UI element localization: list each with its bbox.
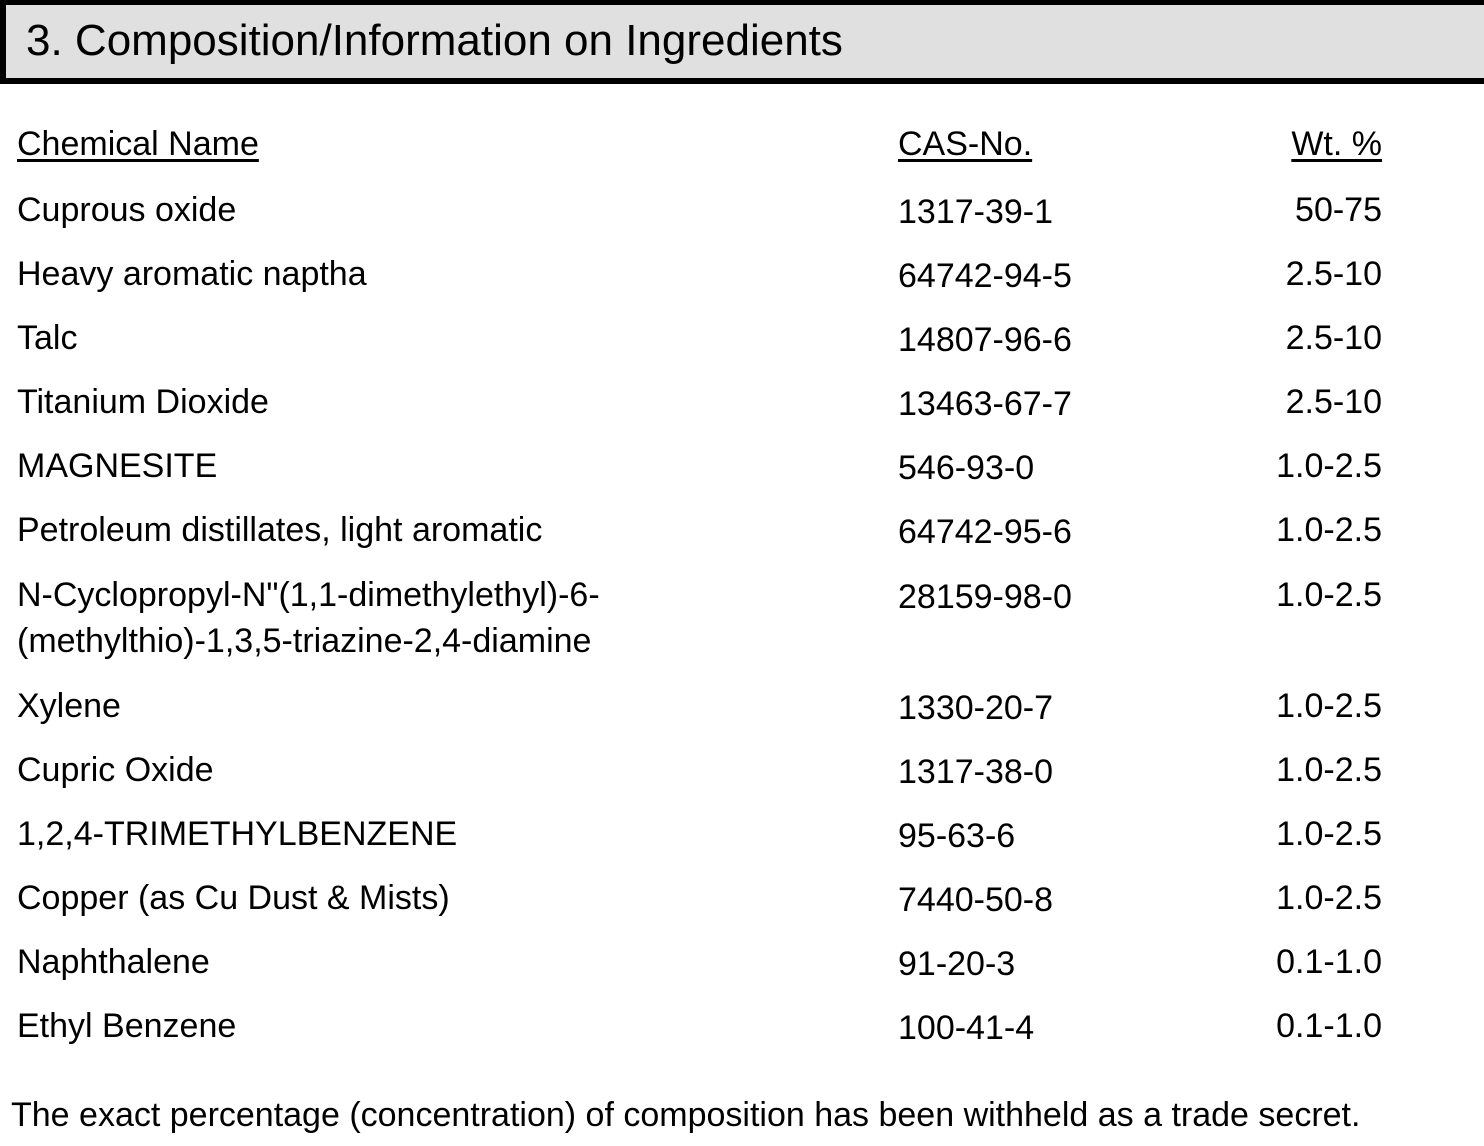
cas-number-cell: 546-93-0 — [898, 449, 1035, 487]
weight-percent-cell: 2.5-10 — [1285, 383, 1382, 421]
weight-percent-cell: 2.5-10 — [1285, 319, 1382, 357]
cas-number-cell: 91-20-3 — [898, 945, 1016, 983]
weight-percent-cell: 1.0-2.5 — [1276, 447, 1382, 485]
chemical-name-cell: Cupric Oxide — [17, 751, 214, 789]
cas-number-cell: 1317-38-0 — [898, 753, 1054, 791]
trade-secret-footnote: The exact percentage (concentration) of composition has been withheld as a trade secret. — [11, 1096, 1361, 1134]
cas-number-cell: 1330-20-7 — [898, 689, 1054, 727]
chemical-name-cell: Petroleum distillates, light aromatic — [17, 511, 543, 549]
weight-percent-cell: 1.0-2.5 — [1276, 687, 1382, 725]
chemical-name-cell: Cuprous oxide — [17, 191, 237, 229]
cas-number-cell: 14807-96-6 — [898, 321, 1072, 359]
weight-percent-cell: 50-75 — [1295, 191, 1382, 229]
weight-percent-cell: 1.0-2.5 — [1276, 576, 1382, 614]
weight-percent-cell: 1.0-2.5 — [1276, 751, 1382, 789]
cas-number-cell: 13463-67-7 — [898, 385, 1072, 423]
chemical-name-cell: 1,2,4-TRIMETHYLBENZENE — [17, 815, 458, 853]
chemical-name-cell: Talc — [17, 319, 78, 357]
weight-percent-cell: 1.0-2.5 — [1276, 879, 1382, 917]
cas-number-cell: 7440-50-8 — [898, 881, 1054, 919]
chemical-name-cell: MAGNESITE — [17, 447, 218, 485]
weight-percent-cell: 2.5-10 — [1285, 255, 1382, 293]
section-title: 3. Composition/Information on Ingredients — [26, 16, 843, 65]
cas-number-cell: 95-63-6 — [898, 817, 1016, 855]
weight-percent-cell: 0.1-1.0 — [1276, 943, 1382, 981]
column-header-chemical-name: Chemical Name — [17, 125, 259, 163]
chemical-name-cell: Copper (as Cu Dust & Mists) — [17, 879, 450, 917]
cas-number-cell: 1317-39-1 — [898, 193, 1054, 231]
cas-number-cell: 64742-95-6 — [898, 513, 1072, 551]
column-header-cas-no: CAS-No. — [898, 125, 1033, 163]
cas-number-cell: 100-41-4 — [898, 1009, 1035, 1047]
chemical-name-cell: Naphthalene — [17, 943, 210, 981]
chemical-name-cell: Titanium Dioxide — [17, 383, 269, 421]
section-header — [0, 0, 1484, 84]
cas-number-cell: 64742-94-5 — [898, 257, 1072, 295]
chemical-name-cell: Xylene — [17, 687, 121, 725]
weight-percent-cell: 0.1-1.0 — [1276, 1007, 1382, 1045]
chemical-name-cell: Ethyl Benzene — [17, 1007, 237, 1045]
chemical-name-cell: Heavy aromatic naptha — [17, 255, 367, 293]
column-header-wt-percent: Wt. % — [1291, 125, 1382, 163]
weight-percent-cell: 1.0-2.5 — [1276, 815, 1382, 853]
chemical-name-cell: N-Cyclopropyl-N"(1,1-dimethylethyl)-6-(methylthio)-1,3,5-triazine-2,4-diamine — [17, 576, 600, 660]
weight-percent-cell: 1.0-2.5 — [1276, 511, 1382, 549]
cas-number-cell: 28159-98-0 — [898, 578, 1072, 616]
